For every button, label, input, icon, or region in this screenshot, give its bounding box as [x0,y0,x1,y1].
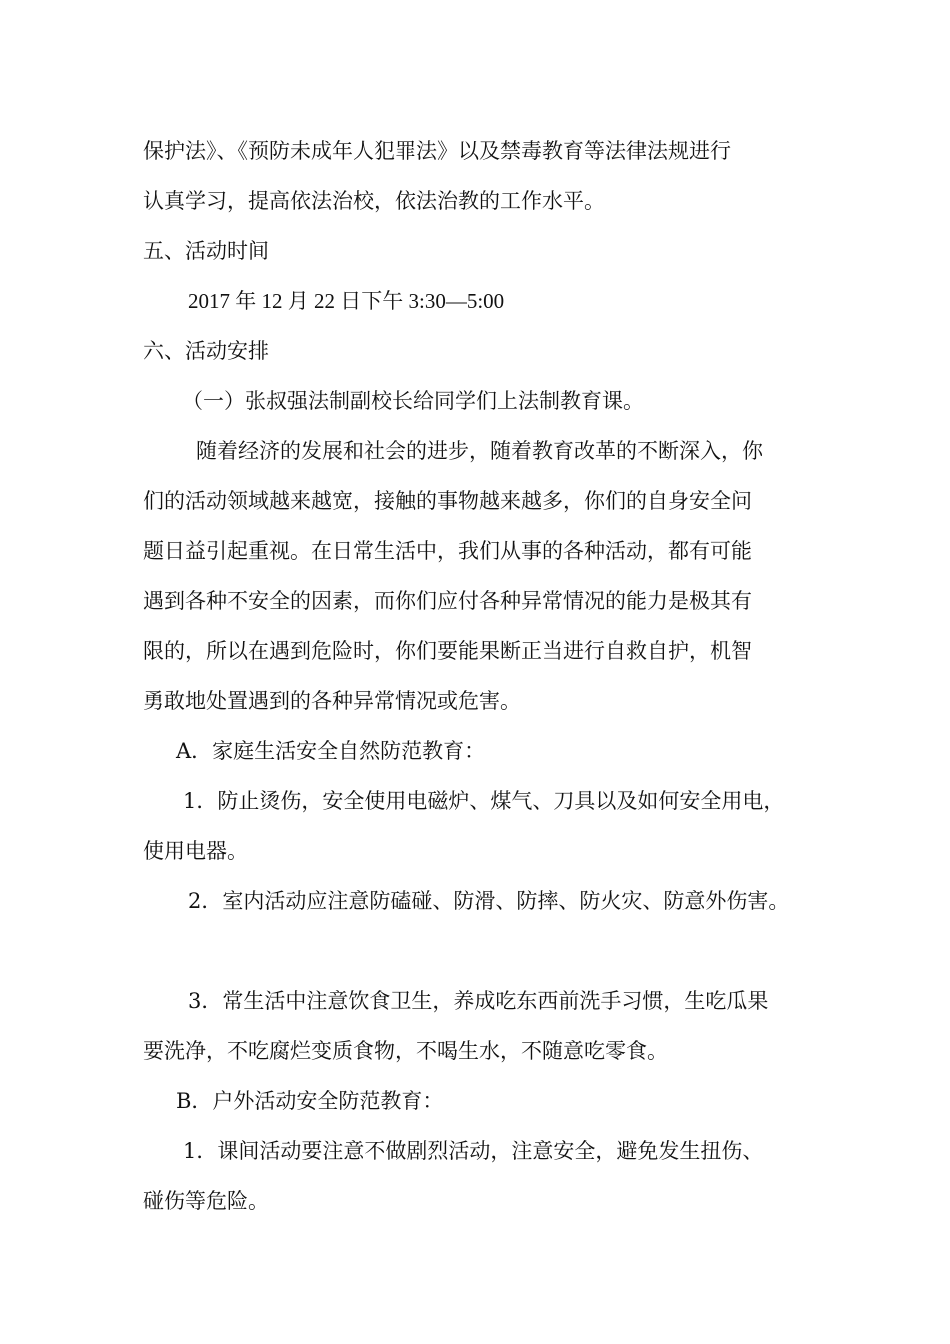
list-item-continuation: 碰伤等危险。 [143,1189,269,1213]
section-heading-activity-arrangement: 六、活动安排 [143,339,269,363]
list-item-continuation: 使用电器。 [143,839,248,863]
section-heading-activity-time: 五、活动时间 [143,239,269,263]
subsection-heading-1: （一）张叔强法制副校长给同学们上法制教育课。 [182,389,644,413]
paragraph-line: 保护法》、《预防未成年人犯罪法》以及禁毒教育等法律法规进行 [143,139,731,163]
list-heading-b: B．户外活动安全防范教育： [176,1089,444,1113]
paragraph-line: 勇敢地处置遇到的各种异常情况或危害。 [143,689,521,713]
paragraph-line: 认真学习，提高依法治校，依法治教的工作水平。 [143,189,605,213]
list-item: 2．室内活动应注意防磕碰、防滑、防摔、防火灾、防意外伤害。 [188,889,790,913]
list-item: 1．防止烫伤，安全使用电磁炉、煤气、刀具以及如何安全用电， [183,789,785,813]
list-item-continuation: 要洗净，不吃腐烂变质食物，不喝生水，不随意吃零食。 [143,1039,668,1063]
list-heading-a: A．家庭生活安全自然防范教育： [176,739,486,763]
paragraph-line: 遇到各种不安全的因素，而你们应付各种异常情况的能力是极其有 [143,589,752,613]
list-item: 1．课间活动要注意不做剧烈活动，注意安全，避免发生扭伤、 [183,1139,764,1163]
paragraph-line: 随着经济的发展和社会的进步，随着教育改革的不断深入，你 [196,439,763,463]
paragraph-line: 题日益引起重视。在日常生活中，我们从事的各种活动，都有可能 [143,539,752,563]
paragraph-line: 限的，所以在遇到危险时，你们要能果断正当进行自救自护，机智 [143,639,752,663]
activity-time-value: 2017 年 12 月 22 日下午 3:30—5:00 [188,289,505,313]
paragraph-line: 们的活动领域越来越宽，接触的事物越来越多，你们的自身安全问 [143,489,752,513]
list-item: 3．常生活中注意饮食卫生，养成吃东西前洗手习惯，生吃瓜果 [188,989,769,1013]
